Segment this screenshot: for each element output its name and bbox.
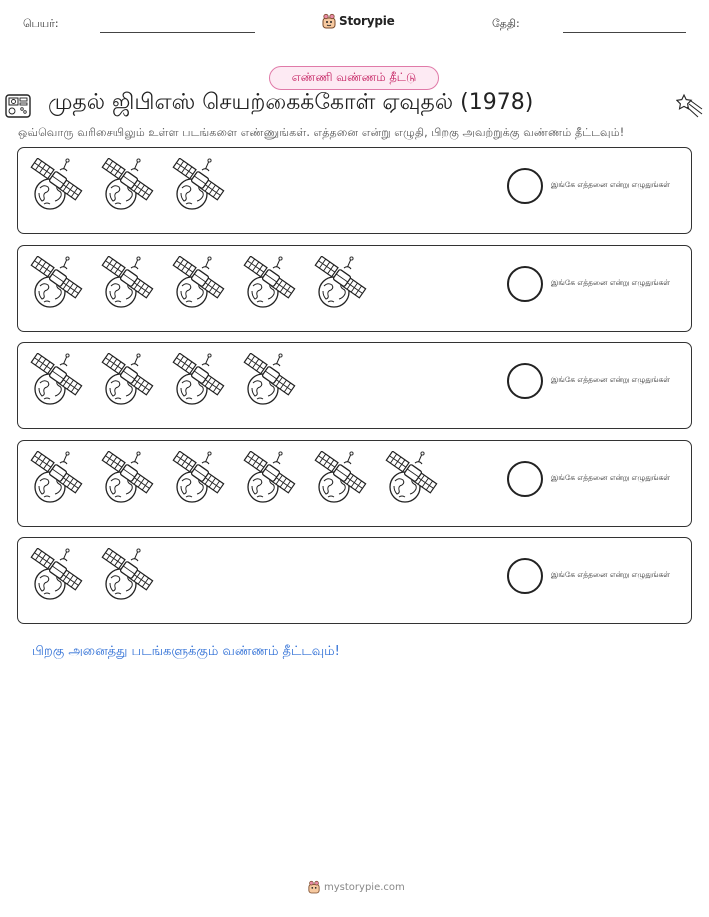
satellite-earth-icon[interactable] xyxy=(30,353,84,407)
satellite-earth-icon[interactable] xyxy=(314,256,368,310)
activity-badge: எண்ணி வண்ணம் தீட்டு xyxy=(269,66,439,90)
answer-circle[interactable] xyxy=(507,168,543,204)
date-write-line xyxy=(563,32,686,33)
brand xyxy=(322,13,395,29)
satellite-earth-icon[interactable] xyxy=(101,256,155,310)
satellite-earth-icon[interactable] xyxy=(172,451,226,505)
satellite-earth-icon[interactable] xyxy=(243,256,297,310)
count-row xyxy=(17,537,692,624)
answer-label: இங்கே எத்தனை என்று எழுதுங்கள் xyxy=(551,278,671,287)
shooting-star-icon xyxy=(676,92,704,120)
brand-name: Storypie xyxy=(339,14,395,28)
footer-brand xyxy=(308,880,405,894)
row-icons xyxy=(30,256,368,318)
worksheet-header xyxy=(0,0,709,50)
name-write-line xyxy=(100,32,255,33)
row-icons xyxy=(30,451,439,513)
answer-label: இங்கே எத்தனை என்று எழுதுங்கள் xyxy=(551,180,671,189)
answer-circle[interactable] xyxy=(507,558,543,594)
storypie-logo-icon xyxy=(308,880,320,894)
satellite-earth-icon[interactable] xyxy=(172,158,226,212)
instruction-text: ஒவ்வொரு வரிசையிலும் உள்ள படங்களை எண்ணுங்கள். எத்தனை என்று எழுதி, பிறகு அவற்றுக்கு வண்ணம் தீட்டவும்! xyxy=(18,126,625,139)
satellite-earth-icon[interactable] xyxy=(30,548,84,602)
storypie-logo-icon xyxy=(322,13,336,29)
answer-circle[interactable] xyxy=(507,363,543,399)
answer-label: இங்கே எத்தனை என்று எழுதுங்கள் xyxy=(551,375,671,384)
count-row xyxy=(17,147,692,234)
title-row xyxy=(0,90,709,122)
satellite-earth-icon[interactable] xyxy=(30,256,84,310)
row-icons xyxy=(30,548,155,610)
name-label: பெயர்: xyxy=(23,17,59,30)
page-title: முதல் ஜிபிஎஸ் செயற்கைக்கோள் ஏவுதல் (1978) xyxy=(48,90,534,115)
answer-label: இங்கே எத்தனை என்று எழுதுங்கள் xyxy=(551,570,671,579)
row-icons xyxy=(30,353,297,415)
date-label: தேதி: xyxy=(492,17,520,30)
footer-url: mystorypie.com xyxy=(324,881,405,893)
satellite-earth-icon[interactable] xyxy=(243,353,297,407)
answer-circle[interactable] xyxy=(507,266,543,302)
footer-note: பிறகு அனைத்து படங்களுக்கும் வண்ணம் தீட்டவும்! xyxy=(32,644,340,659)
count-row xyxy=(17,342,692,429)
satellite-earth-icon[interactable] xyxy=(101,353,155,407)
satellite-earth-icon[interactable] xyxy=(314,451,368,505)
satellite-earth-icon[interactable] xyxy=(101,451,155,505)
count-row xyxy=(17,245,692,332)
satellite-earth-icon[interactable] xyxy=(172,353,226,407)
satellite-earth-icon[interactable] xyxy=(101,548,155,602)
answer-circle[interactable] xyxy=(507,461,543,497)
gps-device-icon xyxy=(4,92,32,120)
satellite-earth-icon[interactable] xyxy=(30,451,84,505)
satellite-earth-icon[interactable] xyxy=(172,256,226,310)
count-row xyxy=(17,440,692,527)
satellite-earth-icon[interactable] xyxy=(101,158,155,212)
answer-label: இங்கே எத்தனை என்று எழுதுங்கள் xyxy=(551,473,671,482)
satellite-earth-icon[interactable] xyxy=(30,158,84,212)
satellite-earth-icon[interactable] xyxy=(385,451,439,505)
row-icons xyxy=(30,158,226,220)
satellite-earth-icon[interactable] xyxy=(243,451,297,505)
